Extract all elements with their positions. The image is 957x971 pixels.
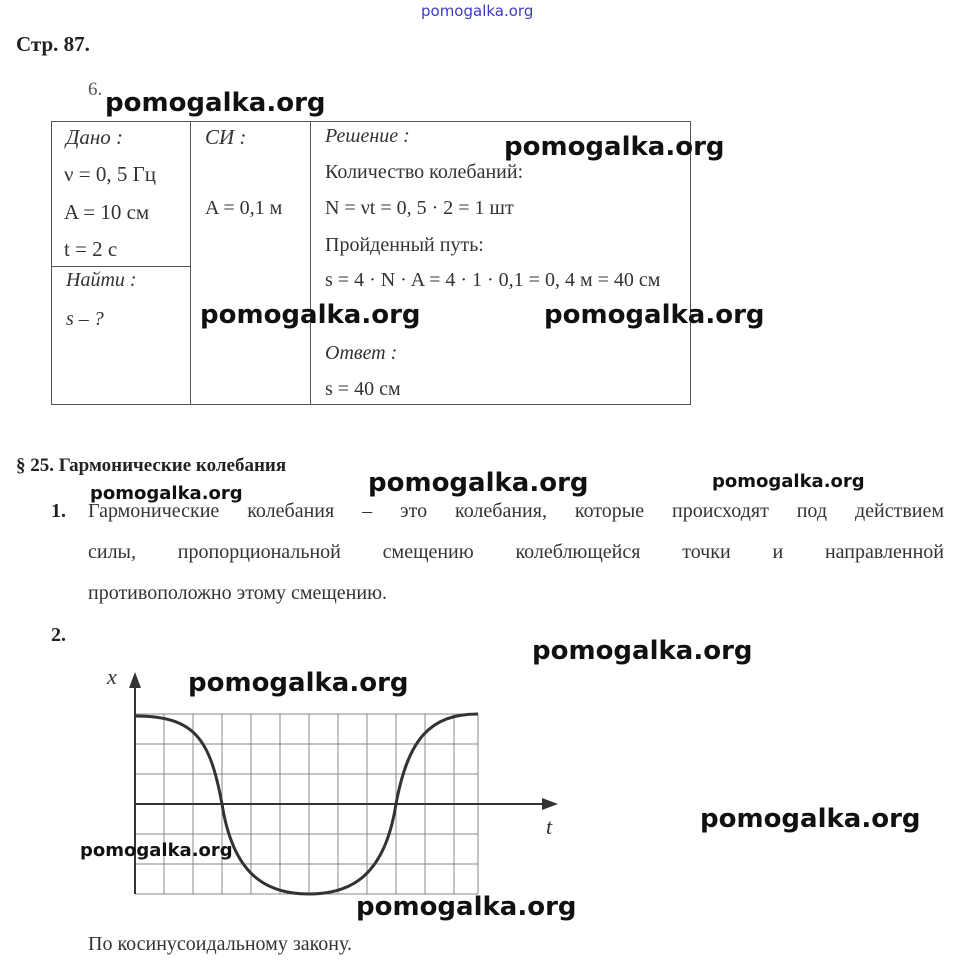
watermark: pomogalka.org (712, 471, 865, 492)
watermark: pomogalka.org (368, 468, 589, 498)
conclusion-text: По косинусоидальному закону. (88, 933, 352, 955)
watermark: pomogalka.org (200, 300, 421, 330)
problem-number: 6. (88, 79, 103, 100)
watermark: pomogalka.org (356, 892, 577, 922)
watermark: pomogalka.org (105, 88, 326, 118)
watermark-top: pomogalka.org (421, 2, 534, 20)
watermark: pomogalka.org (504, 132, 725, 162)
page-reference: Стр. 87. (16, 32, 90, 56)
section-title: § 25. Гармонические колебания (16, 455, 287, 476)
question-1-number: 1. (51, 500, 66, 522)
si-amplitude: A = 0,1 м (205, 197, 283, 219)
watermark: pomogalka.org (544, 300, 765, 330)
watermark: pomogalka.org (188, 668, 409, 698)
solution-line-2: N = νt = 0, 5 · 2 = 1 шт (325, 197, 514, 219)
given-time: t = 2 с (64, 237, 118, 261)
x-axis-label: t (546, 814, 553, 839)
watermark: pomogalka.org (90, 483, 243, 504)
question-1-line-3: противоположно этому смещению. (88, 582, 388, 604)
given-amplitude: A = 10 см (64, 200, 150, 224)
watermark: pomogalka.org (532, 636, 753, 666)
oscillation-graph (100, 664, 570, 904)
watermark: pomogalka.org (80, 840, 233, 861)
watermark: pomogalka.org (700, 804, 921, 834)
x-axis-arrow (542, 798, 558, 810)
solution-line-3: Пройденный путь: (325, 234, 484, 256)
solution-line-4: s = 4 · N · A = 4 · 1 · 0,1 = 0, 4 м = 40 см (325, 269, 661, 291)
solution-line-1: Количество колебаний: (325, 161, 524, 183)
find-header: Найти : (66, 269, 137, 291)
question-1-line-1: Гармонические колебания – это колебания, которые происходят под действием (88, 500, 944, 522)
si-header: СИ : (205, 125, 247, 149)
find-value: s – ? (66, 308, 104, 330)
question-1-line-2: силы, пропорциональной смещению колеблющейся точки и направленной (88, 541, 944, 563)
y-axis-label: x (107, 664, 117, 689)
given-header: Дано : (66, 125, 124, 149)
given-nu: ν = 0, 5 Гц (64, 162, 156, 186)
y-axis-arrow (129, 672, 141, 688)
solution-header: Решение : (325, 125, 410, 147)
answer-header: Ответ : (325, 342, 398, 364)
question-2-number: 2. (51, 624, 66, 646)
answer-value: s = 40 см (325, 378, 401, 400)
